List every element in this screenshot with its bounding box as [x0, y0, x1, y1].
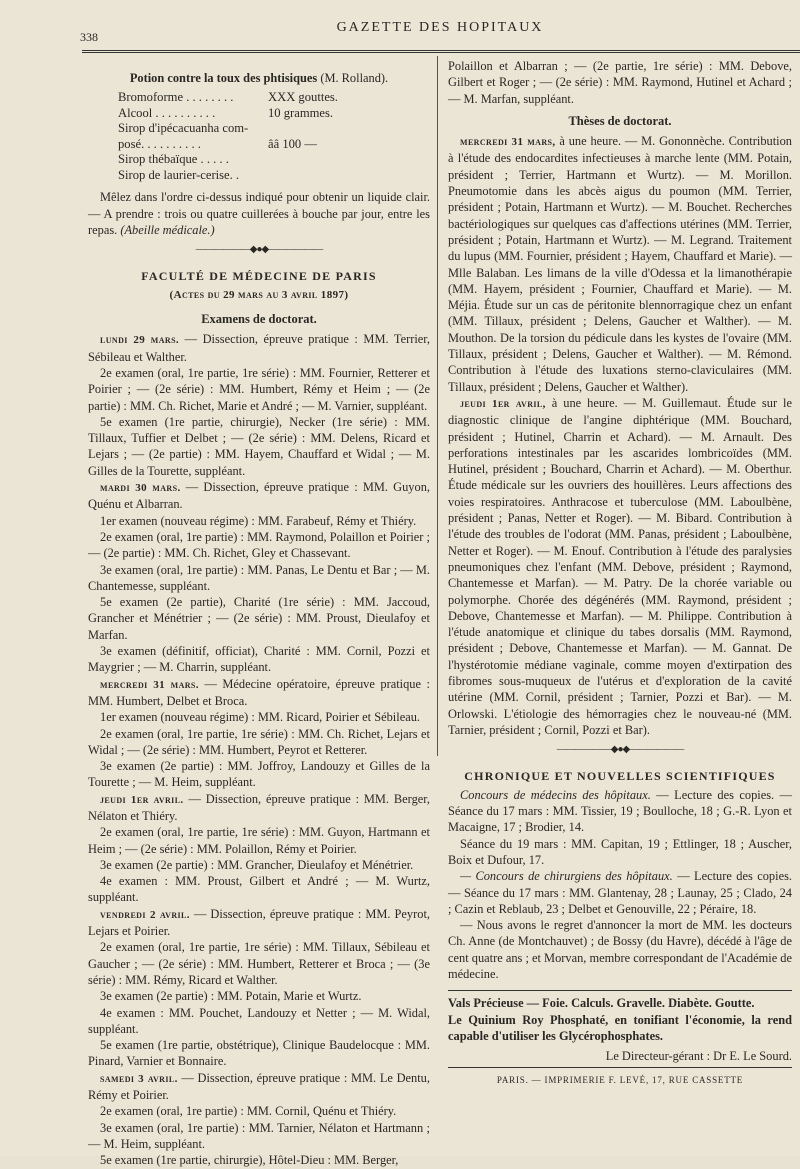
formula-row: [118, 152, 430, 168]
header-rule: [82, 50, 800, 53]
ornament-divider-2: ——————◆●◆——————: [556, 744, 684, 756]
paragraph: [88, 1103, 430, 1119]
chronique-title: CHRONIQUE ET NOUVELLES SCIENTIFIQUES: [464, 769, 776, 784]
paragraph: [88, 988, 430, 1004]
ornament-divider: ——————◆●◆——————: [195, 244, 323, 256]
paragraph: [88, 873, 430, 906]
printer-line: PARIS. — IMPRIMERIE F. LEVÉ, 17, RUE CASSETTE: [496, 1074, 744, 1085]
ad-quinium: Le Quinium Roy Phosphaté, en tonifiant l'économie, la rend capable d'utiliser les Glycérophosphates.: [448, 1012, 792, 1043]
ingredient-name: posé. . . . . . . . . .: [118, 136, 201, 151]
potion-title: Potion contre la toux des phtisiques: [129, 71, 318, 85]
paragraph-text: — Lecture des copies. — Séance du 17 mars : MM. Tissier, 19 ; Boulloche, 18 ; G.-R. Lyon et Macaigne, 17 ; Brodier, 14.: [448, 787, 792, 835]
paragraph: [88, 791, 430, 825]
paragraph-text: 3e examen (2e partie) : MM. Potain, Marie et Wurtz.: [100, 989, 362, 1004]
paragraph: [88, 479, 430, 513]
paragraph-text: Séance du 19 mars : MM. Capitan, 19 ; Ettlinger, 18 ; Auscher, Boix et Dufour, 17.: [448, 836, 792, 867]
ingredient-dose: [268, 121, 378, 137]
paragraph: [448, 133, 792, 395]
paragraph-text: à une heure. — M. Guillemaut. Étude sur le diagnostic clinique de l'angine diphtérique (MM. Bouchard, président ; Hutinel, Charrin et Achard). — M. Arnault. Des perforations intestinales par les ascarides lombricoïdes (MM. Hutinel, président ; Bouchard, Charrin et Achard). — M. Oberthur. Étude médicale sur les ouvriers des houillères. Leurs affections des voies respiratoires. Anthracose et tuberculose (MM. Laboulbène, président ; Panas, Netter et Roger). — M. Bibard. Contribution à l'étude des troubles de l'odorat (MM. Panas, président ; Laboulbène, Netter et Roger). — M. Enouf. Contribution à l'étude des paralysies pneumoniques chez l'enfant (MM. Debove, président ; Raymond, Chantemesse et Marfan). — M. Patry. De la chorée variable ou polymorphe. Chorée des dégénérés (MM. Raymond, président ; Debove, Chantemesse et Marfan). — M. Philippe. Contribution à l'étude anatomique et clinique du tabes dorsalis (MM. Raymond, président ; Debove, Chantemesse et Marfan). — M. Gannat. De l'hystérotomie médiane vaginale, comme moyen d'extirpation des fibromes sous-muqueux de l'utérus et d'exploration de la cavité utérine (MM. Cornil, président ; Tarnier, Pozzi et Bar). — M. Orlowski. L'étiologie des hémorragies chez le nouveau-né (MM. Tarnier, président ; Cornil, Pozzi et Bar).: [448, 395, 792, 737]
paragraph: [88, 529, 430, 562]
paragraph-lead: — Concours de chirurgiens des hôpitaux.: [460, 869, 673, 884]
ingredient-dose: [268, 152, 378, 168]
paragraph: [88, 365, 430, 414]
paragraph: [88, 594, 430, 643]
theses-list: [448, 133, 792, 738]
director-line: Le Directeur-gérant : Dr E. Le Sourd.: [448, 1048, 792, 1067]
journal-title: GAZETTE DES HOPITAUX: [336, 20, 544, 35]
potion-citation: (Abeille médicale.): [120, 222, 215, 237]
paragraph-text: 1er examen (nouveau régime) : MM. Ricard, Poirier et Sébileau.: [100, 710, 420, 725]
right-column: [448, 58, 792, 1088]
column-divider: [437, 56, 438, 756]
paragraph: [88, 1037, 430, 1070]
paragraph-text: 4e examen : MM. Pouchet, Landouzy et Netter ; — M. Widal, suppléant.: [88, 1005, 430, 1036]
paragraph-text: 2e examen (oral, 1re partie) : MM. Cornil, Quénu et Thiéry.: [100, 1104, 397, 1119]
ad-separator: [448, 990, 792, 991]
paragraph-lead: lundi 29 mars.: [100, 334, 180, 347]
paragraph: [88, 857, 430, 873]
paragraph-text: 3e examen (2e partie) : MM. Joffroy, Landouzy et Gilles de la Tourette ; — M. Heim, suppléant.: [88, 759, 430, 790]
paragraph: [448, 787, 792, 836]
paragraph-text: 5e examen (1re partie, obstétrique), Clinique Baudelocque : MM. Pinard, Varnier et Bonnaire.: [88, 1038, 430, 1069]
faculty-title: FACULTÉ DE MÉDECINE DE PARIS: [141, 269, 377, 284]
paragraph-text: 5e examen (2e partie), Charité (1re série) : MM. Jaccoud, Grancher et Ménétrier ; — (2e série) : MM. Proust, Dieulafoy et Marfan.: [88, 595, 430, 642]
exam-list: [88, 331, 430, 1168]
paragraph-text: à une heure. — M. Gononnèche. Contribution à l'étude des endocardites infectieuses à marche lente (MM. Potain, président ; Terrier, Hartmann et Wurtz). — M. Morillon. Pneumotomie dans les abcès aigus du poumon (MM. Terrier, président ; Potain, Hartmann et Wurtz). — M. Bouchet. Recherches bactériologiques sur quelques cas d'affections utérines (MM. Terrier, président ; Potain, Hartmann et Wurtz). — M. Legrand. Traitement du lupus (MM. Fournier, président ; Hayem, Chauffard et Marie). — Mlle Balaban. Les limans de la ville d'Odessa et la limanothérapie (MM. Hayem, président ; Fournier, Chauffard et Marie). — M. Méjia. Étude sur un cas de péritonite blennorragique chez un enfant (MM. Tillaux, président ; Delens, Gaucher et Walther). — M. Mouthon. De la torsion du pédicule dans les kystes de l'ovaire (MM. Tillaux, président ; Delens, Gaucher et Walther). — M. Rémond. Contribution à l'étude des luxations sterno-claviculaires (MM. Tillaux, président ; Delens, Gaucher et Walther).: [448, 134, 792, 394]
paragraph: [88, 562, 430, 595]
ingredient-name: Sirop de laurier-cerise. .: [118, 167, 240, 182]
paragraph-text: 2e examen (oral, 1re partie, 1re série) : MM. Fournier, Retterer et Poirier ; — (2e série) : MM. Humbert, Rémy et Heim ; — (2e partie) : MM. Ch. Richet, Marie et André ; — M. Varnier, suppléant.: [88, 365, 430, 413]
paragraph: [88, 726, 430, 759]
paragraph-text: 5e examen (1re partie, chirurgie), Necker (1re série) : MM. Tillaux, Tuffier et Delbet ; — (2e série) : MM. Delens, Ricard et Lejars ; — (2e partie) : MM. Hayem, Chauffard et Widal ; — M. Gilles de la Tourette, suppléant.: [88, 414, 430, 478]
faculty-subtitle: (Actes du 29 mars au 3 avril 1897): [169, 288, 349, 301]
paragraph-text: 2e examen (oral, 1re partie) : MM. Raymond, Polaillon et Poirier ; — (2e partie) : MM. Ch. Richet, Gley et Chassevant.: [88, 529, 430, 561]
paragraph: [88, 676, 430, 710]
paragraph-lead: mercredi 31 mars,: [460, 136, 556, 149]
paragraph: [448, 395, 792, 738]
paragraph: [88, 1120, 430, 1153]
paragraph: [88, 758, 430, 791]
page-number: 338: [80, 30, 98, 44]
paragraph: [448, 836, 792, 869]
paragraph-text: 4e examen : MM. Proust, Gilbert et André ; — M. Wurtz, suppléant.: [88, 874, 430, 905]
potion-source: (M. Rolland).: [320, 71, 389, 85]
paragraph-text: — Dissection, épreuve pratique : MM. Guyon, Quénu et Albarran.: [88, 480, 430, 512]
potion-heading: [88, 70, 430, 86]
ingredient-dose: [268, 168, 378, 184]
formula-row: [118, 168, 430, 184]
exams-title: Examens de doctorat.: [201, 312, 317, 327]
paragraph-lead: mercredi 31 mars.: [100, 678, 199, 691]
paragraph-lead: mardi 30 mars.: [100, 482, 181, 495]
paragraph-text: — Dissection, épreuve pratique : MM. Le Dentu, Rémy et Poirier.: [88, 1070, 430, 1103]
ingredient-name: Alcool . . . . . . . . . .: [118, 105, 216, 120]
paragraph-text: — Médecine opératoire, épreuve pratique : MM. Humbert, Delbet et Broca.: [88, 676, 430, 708]
ingredient-dose: 10 grammes.: [268, 105, 334, 120]
paragraph: [448, 917, 792, 982]
ingredient-name: Sirop d'ipécacuanha com-: [118, 121, 249, 136]
paragraph-lead: jeudi 1er avril,: [460, 397, 546, 410]
paragraph-lead: samedi 3 avril.: [100, 1072, 178, 1085]
ad-vals: Vals Précieuse — Foie. Calculs. Gravelle. Diabète. Goutte.: [448, 996, 755, 1011]
formula-row: [118, 137, 430, 153]
paragraph-text: — Dissection, épreuve pratique : MM. Terrier, Sébileau et Walther.: [88, 332, 431, 364]
paragraph-text: 5e examen (1re partie, chirurgie), Hôtel-Dieu : MM. Berger,: [100, 1153, 399, 1168]
paragraph-text: 2e examen (oral, 1re partie, 1re série) : MM. Guyon, Hartmann et Heim ; — (2e série) : MM. Polaillon, Rémy et Poirier.: [88, 825, 430, 856]
formula-list: [118, 90, 430, 183]
paragraph-lead: Concours de médecins des hôpitaux.: [460, 787, 651, 802]
paragraph-text: — Dissection, épreuve pratique : MM. Peyrot, Lejars et Poirier.: [88, 906, 430, 939]
formula-row: [118, 90, 430, 106]
paragraph-text: 3e examen (définitif, officiat), Charité : MM. Cornil, Pozzi et Maygrier ; — M. Charrin, suppléant.: [88, 644, 430, 675]
paragraph-text: 2e examen (oral, 1re partie, 1re série) : MM. Tillaux, Sébileau et Gaucher ; — (2e série) : MM. Humbert, Retterer et Broca ; — (3e série) : MM. Rémy, Ricard et Walther.: [88, 940, 430, 987]
paragraph-text: 3e examen (oral, 1re partie) : MM. Panas, Le Dentu et Bar ; — M. Chantemesse, suppléant.: [88, 562, 430, 593]
paragraph-text: 3e examen (2e partie) : MM. Grancher, Dieulafoy et Ménétrier.: [100, 857, 414, 872]
theses-title: Thèses de doctorat.: [568, 113, 672, 128]
paragraph: [88, 1070, 430, 1104]
paragraph: [88, 1152, 430, 1168]
paragraph: [88, 643, 430, 676]
paragraph: [448, 868, 792, 917]
paragraph-lead: jeudi 1er avril.: [100, 793, 184, 806]
formula-row: [118, 121, 430, 137]
potion-instructions: [88, 189, 430, 238]
paragraph: [88, 824, 430, 857]
chronique-list: [448, 787, 792, 983]
left-column: [88, 58, 430, 1169]
ingredient-name: Bromoforme . . . . . . . .: [118, 90, 234, 105]
formula-row: [118, 106, 430, 122]
paragraph-text: — Nous avons le regret d'annoncer la mort de MM. les docteurs Ch. Anne (de Montchauvet) ; de Bossy (du Havre), décédé à l'âge de cent quatre ans ; et Morvan, membre correspondant de l'Académie de médecine.: [448, 918, 792, 982]
paragraph: [88, 939, 430, 988]
paragraph: [88, 513, 430, 529]
paragraph-text: 3e examen (oral, 1re partie) : MM. Tarnier, Nélaton et Hartmann ; — M. Heim, suppléant.: [88, 1120, 430, 1151]
paragraph: [88, 1005, 430, 1038]
potion-text: Mêlez dans l'ordre ci-dessus indiqué pour obtenir un liquide clair. — A prendre : trois ou quatre cuillerées à bouche par jour, entre les repas.: [88, 190, 430, 237]
paragraph-text: 2e examen (oral, 1re partie, 1re série) : MM. Ch. Richet, Lejars et Widal ; — (2e série) : MM. Humbert, Peyrot et Retterer.: [88, 726, 430, 757]
paragraph: [88, 906, 430, 940]
paragraph-text: — Dissection, épreuve pratique : MM. Berger, Nélaton et Thiéry.: [88, 791, 430, 823]
paragraph: [88, 331, 430, 365]
ingredient-name: Sirop thébaïque . . . . .: [118, 152, 229, 167]
paragraph-text: — Lecture des copies. — Séance du 17 mars : MM. Glantenay, 28 ; Launay, 25 ; Clado, 24 ; Cazin et Reblaub, 23 ; Delbet et Genouville, 22 ; Péraire, 18.: [448, 869, 792, 916]
paragraph-lead: vendredi 2 avril.: [100, 908, 190, 921]
ingredient-dose: ââ 100 —: [268, 136, 317, 151]
paragraph: [88, 414, 430, 479]
paragraph-text: 1er examen (nouveau régime) : MM. Farabeuf, Rémy et Thiéry.: [100, 513, 417, 528]
intro-paragraph: Polaillon et Albarran ; — (2e partie, 1re série) : MM. Debove, Gilbert et Roger ; — (2e série) : MM. Raymond, Hutinel et Achard ; — M. Marfan, suppléant.: [448, 59, 792, 106]
paragraph: [88, 709, 430, 725]
page-header: [80, 18, 800, 48]
ingredient-dose: XXX gouttes.: [268, 90, 338, 105]
